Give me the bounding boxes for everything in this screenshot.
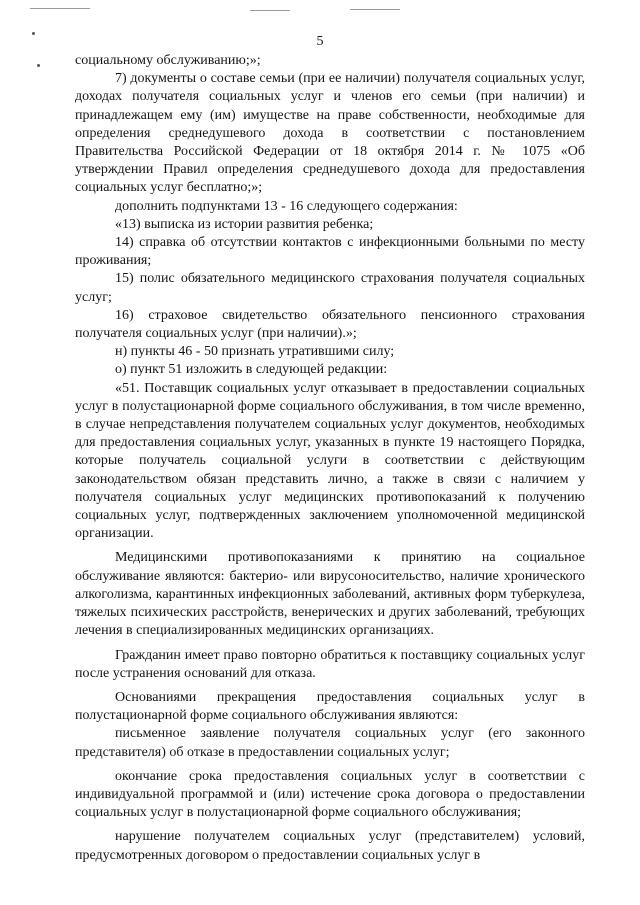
paragraph: нарушение получателем социальных услуг (представителем) условий, предусмотренных договором о предоставлении социальных услуг в [75, 829, 585, 863]
paragraph: 15) полис обязательного медицинского страхования получателя социальных услуг; [75, 271, 585, 305]
scan-artifact [30, 8, 90, 9]
paragraph: 7) документы о составе семьи (при ее наличии) получателя социальных услуг, доходах получателя социальных услуг и членов его семьи (при наличии) и принадлежащем ему (им) имуществе на праве собственности, необходимые для определения среднедушевого дохода в соответствии с постановлением Правительства Российской Федерации от 18 октября 2014 г. № 1075 «Об утверждении Правил определения среднедушевого дохода для предоставления социальных услуг бесплатно;»; [75, 71, 585, 196]
paragraph: Гражданин имеет право повторно обратиться к поставщику социальных услуг после устранения оснований для отказа. [75, 647, 585, 681]
paragraph: окончание срока предоставления социальных услуг в соответствии с индивидуальной программой и (или) истечение срока договора о предоставлении социальных услуг в полустационарной форме социального обслуживания; [75, 768, 585, 821]
paragraph: н) пункты 46 - 50 признать утратившими силу; [115, 344, 395, 360]
paragraph: «51. Поставщик социальных услуг отказывает в предоставлении социальных услуг в полустационарной форме социального обслуживания, в том числе временно, в случае непредставления получателем социальных услуг документов, необходимых для предоставления социальных услуг, указанных в пункте 19 настоящего Порядка, которые получатель социальной услуги в соответствии с действующим законодательством обязан представить лично, а также в связи с наличием у получателя социальных услуг медицинских противопоказаний к получению социальных услуг, подтвержденных заключением уполномоченной медицинской организации. [75, 380, 585, 542]
paragraph: дополнить подпунктами 13 - 16 следующего содержания: [115, 198, 458, 214]
scan-artifact [37, 64, 40, 67]
paragraph: письменное заявление получателя социальных услуг (его законного представителя) об отказе в предоставлении социальных услуг; [75, 726, 585, 760]
paragraph: 14) справка об отсутствии контактов с инфекционными больными по месту проживания; [75, 235, 585, 269]
paragraph: о) пункт 51 изложить в следующей редакции: [115, 362, 388, 378]
page-number: 5 [316, 34, 324, 49]
scan-artifact [250, 10, 290, 11]
paragraph: социальному обслуживанию;»; [75, 53, 261, 68]
scan-artifact [350, 9, 400, 10]
paragraph: Медицинскими противопоказаниями к принятию на социальное обслуживание являются: бактерио- или вирусоносительство, наличие хронического алкоголизма, карантинных инфекционных заболеваний, активных форм туберкулеза, тяжелых психических расстройств, венерических и других заболеваний, требующих лечения в специализированных медицинских организациях. [75, 550, 585, 639]
paragraph: 16) страховое свидетельство обязательного пенсионного страхования получателя социальных услуг (при наличии).»; [75, 307, 585, 342]
document-body [75, 52, 585, 865]
paragraph: «13) выписка из истории развития ребенка; [115, 216, 374, 232]
paragraph: Основаниями прекращения предоставления социальных услуг в полустационарной форме социального обслуживания являются: [75, 689, 585, 724]
